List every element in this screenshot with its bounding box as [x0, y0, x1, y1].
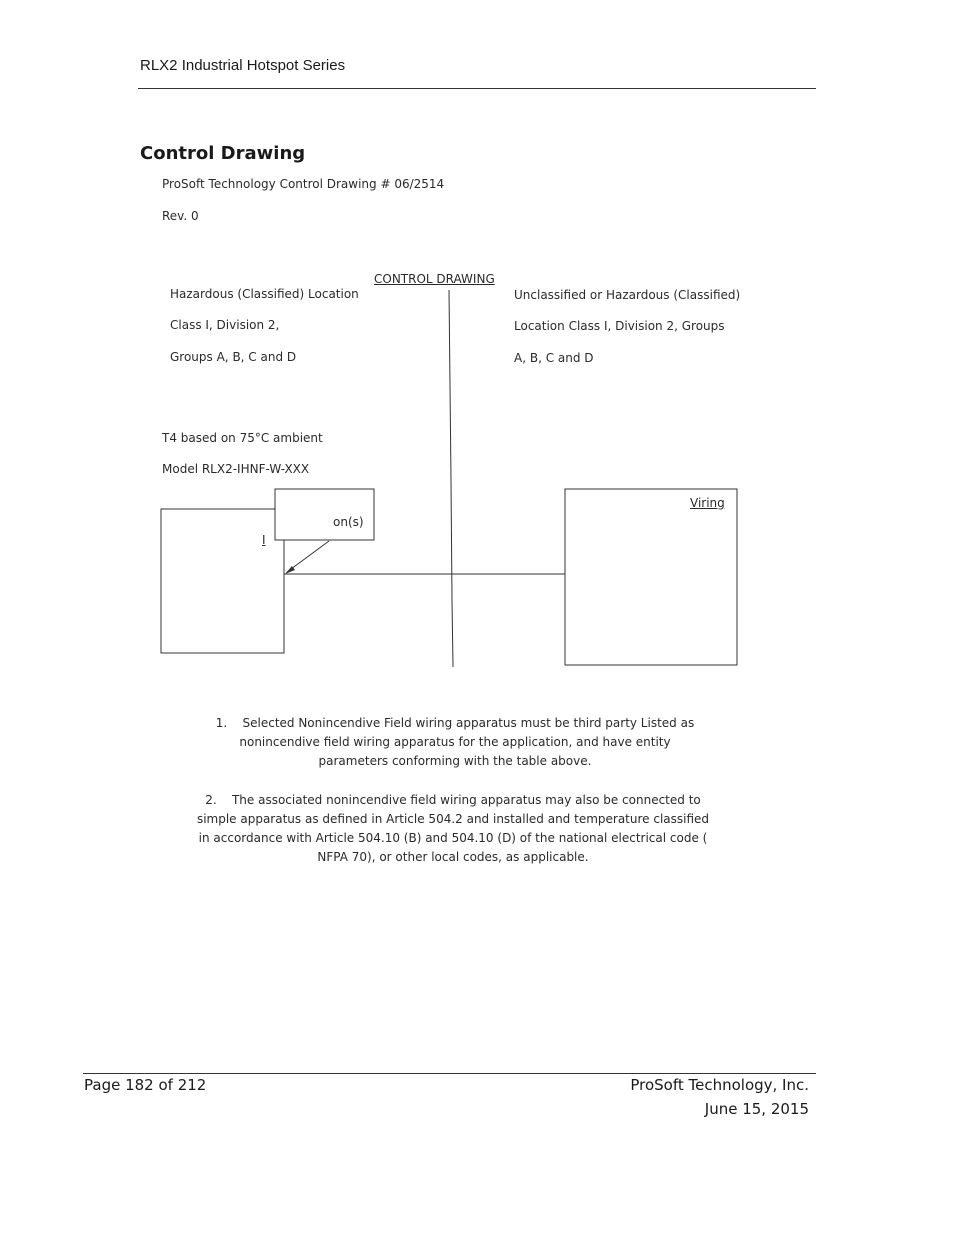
note-1-number: 1. — [215, 716, 228, 730]
unclassified-location-line1: Unclassified or Hazardous (Classified) — [514, 288, 741, 302]
section-title: Control Drawing — [140, 143, 306, 164]
revision: Rev. 0 — [162, 209, 199, 223]
unclassified-location-line3: A, B, C and D — [514, 351, 594, 365]
note-2-text: The associated nonincendive field wiring apparatus may also be connected to simple apparatus as defined in Article 504.2 and installed and temperature classified in accordance with Article 504.10 (B) and 504.10 (D) of the national electrical code ( NFPA 70), or other local codes, as applicable. — [196, 793, 710, 864]
note-2-number: 2. — [205, 793, 217, 807]
callout-text: on(s) — [333, 515, 364, 529]
hazardous-location-line2: Class I, Division 2, — [170, 318, 280, 332]
note-2 — [190, 791, 716, 867]
hazardous-location-line3: Groups A, B, C and D — [170, 350, 297, 364]
field-wiring-apparatus-box — [565, 489, 737, 665]
footer-rule — [83, 1073, 816, 1074]
temperature-rating: T4 based on 75°C ambient — [162, 431, 323, 445]
unclassified-location-line2: Location Class I, Division 2, Groups — [514, 319, 725, 333]
drawing-number: ProSoft Technology Control Drawing # 06/2514 — [162, 177, 445, 191]
running-header: RLX2 Industrial Hotspot Series — [140, 57, 346, 74]
drawing-title: CONTROL DRAWING — [374, 272, 495, 286]
company-name: ProSoft Technology, Inc. — [630, 1076, 809, 1094]
hazardous-location-line1: Hazardous (Classified) Location — [170, 287, 359, 301]
note-1-text: Selected Nonincendive Field wiring apparatus must be third party Listed as nonincendive field wiring apparatus for the application, and have entity parameters conforming with the table above. — [239, 716, 695, 768]
page-number: Page 182 of 212 — [84, 1076, 207, 1094]
division-boundary-line — [449, 290, 453, 667]
right-box-label: Viring — [690, 496, 725, 510]
callout-pointer — [287, 541, 329, 572]
device-box — [161, 509, 284, 653]
model-number: Model RLX2-IHNF-W-XXX — [162, 462, 310, 476]
note-1 — [205, 714, 705, 771]
device-label-fragment: I — [262, 533, 266, 547]
publication-date: June 15, 2015 — [704, 1100, 809, 1118]
